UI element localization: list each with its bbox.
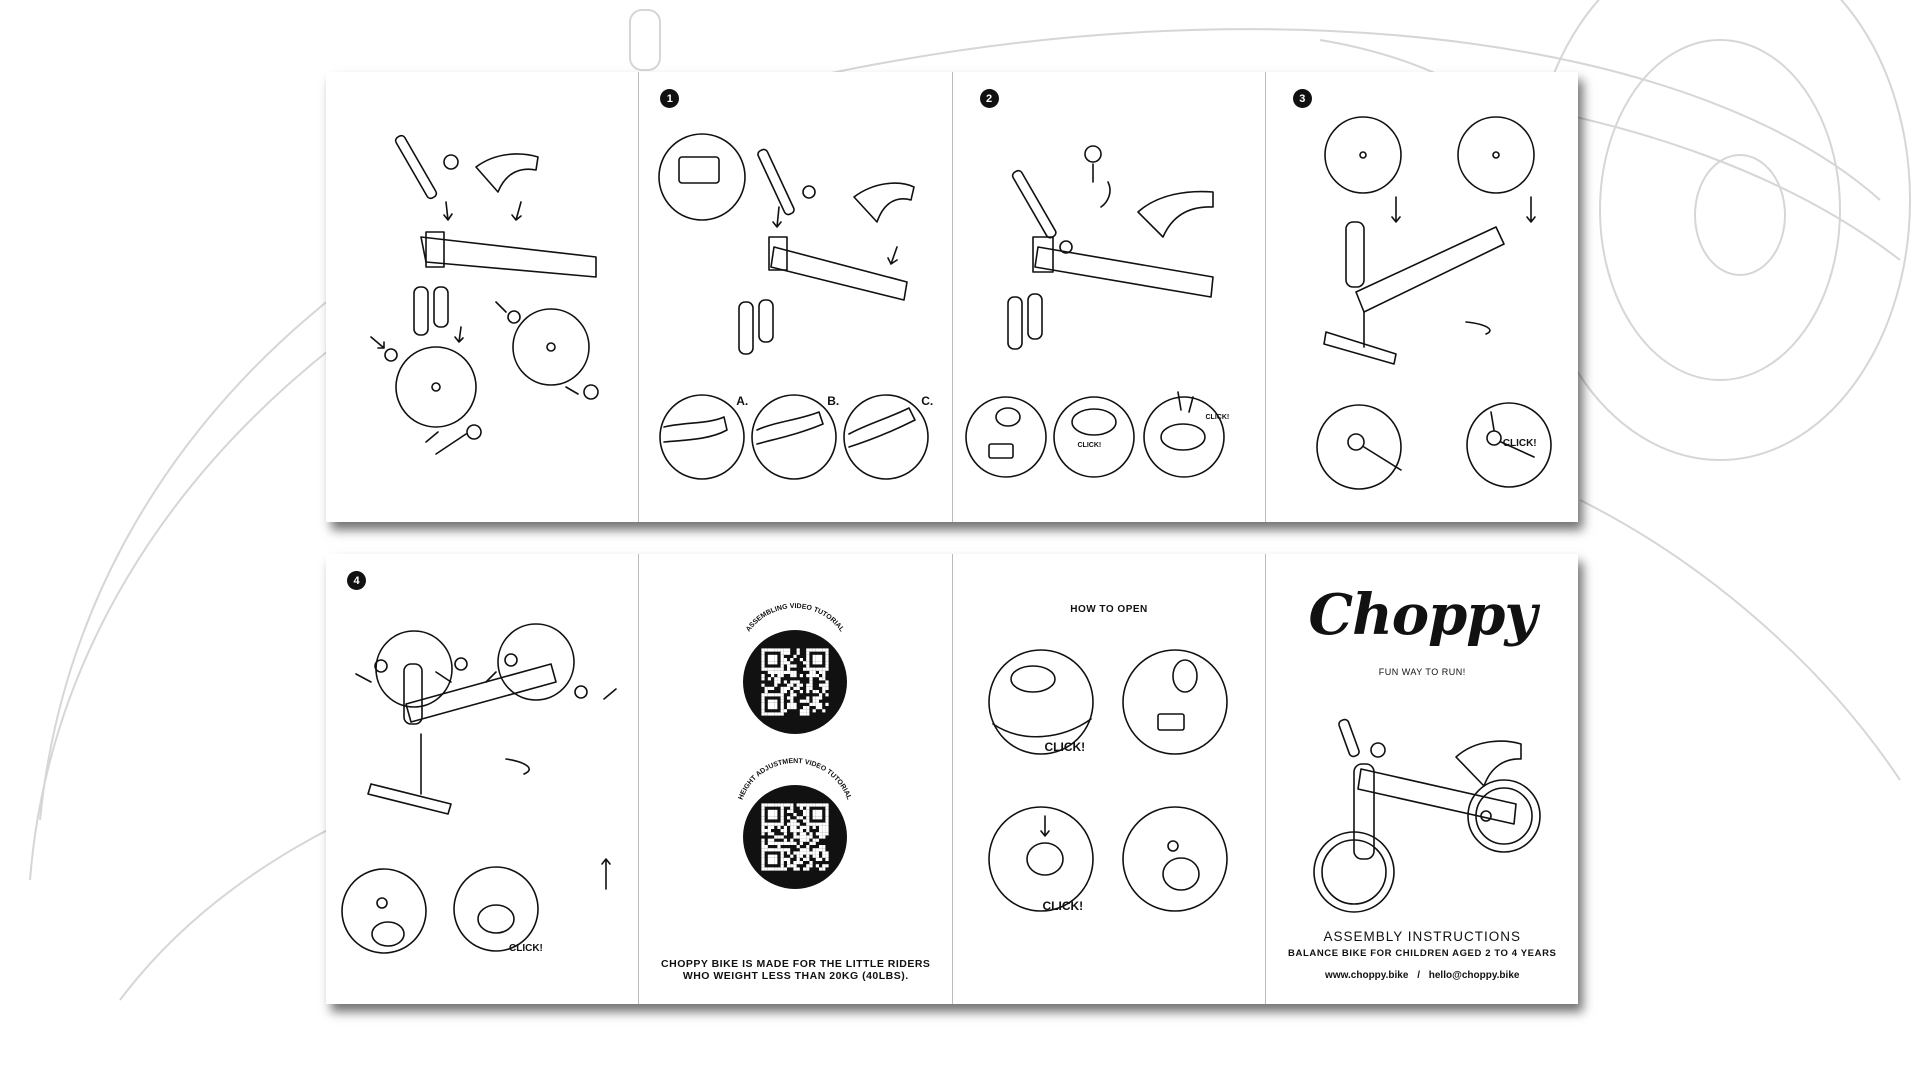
- option-label-b: B.: [827, 394, 840, 408]
- weight-note-line-1: CHOPPY BIKE IS MADE FOR THE LITTLE RIDERS: [661, 958, 931, 970]
- instruction-sheet-bottom: [326, 554, 1578, 1004]
- step-2-illustration: [953, 72, 1266, 522]
- cover-subtitle: BALANCE BIKE FOR CHILDREN AGED 2 TO 4 YEARS: [1288, 948, 1557, 959]
- panel-exploded-view: [326, 72, 639, 522]
- qr-label-assembling: ASSEMBLING VIDEO TUTORIAL: [745, 602, 846, 634]
- click-label: CLICK!: [509, 943, 543, 954]
- step-1-illustration: [639, 72, 952, 522]
- click-label: CLICK!: [1042, 899, 1084, 913]
- exploded-bike-illustration: [326, 72, 639, 522]
- option-label-a: A.: [736, 394, 749, 408]
- step-3-illustration: [1266, 72, 1579, 522]
- panel-step-3: [1266, 72, 1578, 522]
- panel-step-4: [326, 554, 639, 1004]
- step-number-badge: 3: [1293, 89, 1312, 108]
- step-4-illustration: [326, 554, 639, 1004]
- how-to-open-title: HOW TO OPEN: [1070, 604, 1148, 615]
- panel-step-1: [639, 72, 952, 522]
- instruction-sheet-top: [326, 72, 1578, 522]
- click-label: CLICK!: [1077, 442, 1102, 449]
- brand-logo: Choppy: [1308, 582, 1536, 648]
- qr-codes: [639, 554, 952, 1004]
- contact-separator: /: [1417, 970, 1420, 981]
- step-number-badge: 4: [347, 571, 366, 590]
- step-number-badge: 1: [660, 89, 679, 108]
- option-label-c: C.: [921, 394, 934, 408]
- weight-note: [639, 958, 952, 982]
- how-to-open-illustration: [953, 554, 1266, 1004]
- cover-title: ASSEMBLY INSTRUCTIONS: [1323, 929, 1522, 944]
- email-link[interactable]: hello@choppy.bike: [1428, 970, 1520, 981]
- panel-cover: [1266, 554, 1578, 1004]
- click-label: CLICK!: [1502, 438, 1537, 449]
- panel-how-to-open: [953, 554, 1266, 1004]
- panel-step-2: [953, 72, 1266, 522]
- weight-note-line-2: WHO WEIGHT LESS THAN 20KG (40LBS).: [682, 970, 909, 982]
- click-label: CLICK!: [1205, 414, 1230, 421]
- panel-video-tutorials: [639, 554, 952, 1004]
- website-link[interactable]: www.choppy.bike: [1325, 970, 1409, 981]
- contact-line: [1266, 970, 1579, 981]
- click-label: CLICK!: [1044, 740, 1086, 754]
- brand-tagline: FUN WAY TO RUN!: [1378, 667, 1466, 677]
- step-number-badge: 2: [980, 89, 999, 108]
- qr-label-height: HEIGHT ADJUSTMENT VIDEO TUTORIAL: [737, 757, 853, 801]
